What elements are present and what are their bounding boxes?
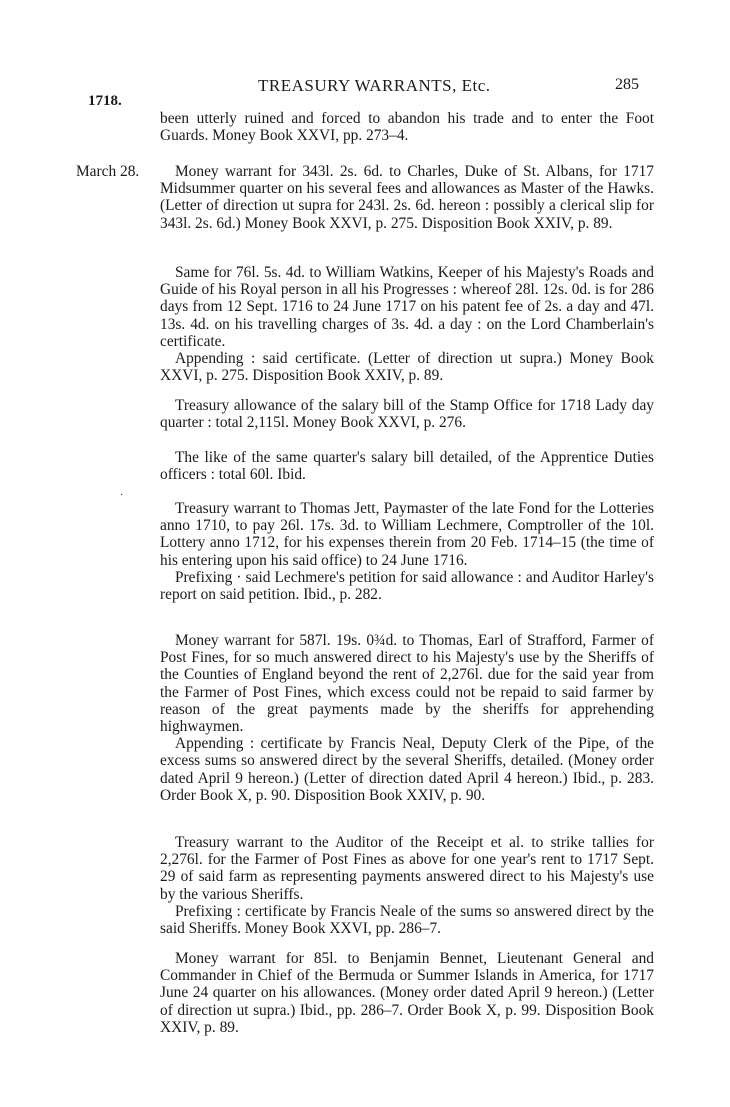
entry-continuation xyxy=(160,110,654,144)
entry-thomas-jett xyxy=(160,500,654,603)
paragraph: The like of the same quarter's salary bill detailed, of the Apprentice Duties officers : total 60l. Ibid. xyxy=(160,449,654,484)
entry-stamp-office xyxy=(160,397,654,431)
entry-duke-st-albans xyxy=(160,163,654,232)
paragraph-appending: Appending : said certificate. (Letter of direction ut supra.) Money Book XXVI, p. 275. Disposition Book XXIV, p. 89. xyxy=(160,350,654,385)
page-number: 285 xyxy=(615,76,639,93)
paragraph-prefixing: Prefixing : certificate by Francis Neale of the sums so answered direct by the said Sheriffs. Money Book XXVI, pp. 286–7. xyxy=(160,902,654,938)
paragraph-appending: Appending : certificate by Francis Neal, Deputy Clerk of the Pipe, of the excess sums so answered direct by the several Sheriffs, detailed. (Money order dated April 9 hereon.) (Letter of direction dated April 4 hereon.) Ibid., p. 283. Order Book X, p. 90. Disposition Book XXIV, p. 90. xyxy=(160,735,654,804)
marginal-date: March 28. xyxy=(76,163,140,180)
paragraph-prefixing: Prefixing · said Lechmere's petition for said allowance : and Auditor Harley's report on said petition. Ibid., p. 282. xyxy=(160,568,654,604)
paragraph: Treasury allowance of the salary bill of the Stamp Office for 1718 Lady day quarter : total 2,115l. Money Book XXVI, p. 276. xyxy=(160,397,654,432)
paragraph: Money warrant for 587l. 19s. 0¾d. to Thomas, Earl of Strafford, Farmer of Post Fines, for so much answered direct to his Majesty's use by the Sheriffs of the Counties of England beyond the rent of 2,276l. due for the said year from the Farmer of Post Fines, which excess could not be repaid to said farmer by reason of the great payments made by the sheriffs for apprehending highwaymen. xyxy=(160,632,654,736)
running-title: TREASURY WARRANTS, Etc. xyxy=(258,76,491,95)
entry-earl-of-strafford xyxy=(160,632,654,804)
entry-auditor-of-receipt xyxy=(160,834,654,937)
entry-william-watkins xyxy=(160,264,654,384)
entry-apprentice-duties xyxy=(160,449,654,483)
year-marginal: 1718. xyxy=(88,93,122,109)
entry-benjamin-bennet xyxy=(160,950,654,1036)
paragraph: Money warrant for 343l. 2s. 6d. to Charles, Duke of St. Albans, for 1717 Midsummer quarter on his several fees and allowances as Master of the Hawks. (Letter of direction ut supra for 243l. 2s. 6d. hereon : possibly a clerical slip for 343l. 2s. 6d.) Money Book XXVI, p. 275. Disposition Book XXIV, p. 89. xyxy=(160,163,654,232)
paragraph: Treasury warrant to the Auditor of the Receipt et al. to strike tallies for 2,276l. for the Farmer of Post Fines as above for one year's rent to 1717 Sept. 29 of said farm as representing payments answered direct to his Majesty's use by the various Sheriffs. xyxy=(160,834,654,903)
paragraph: Same for 76l. 5s. 4d. to William Watkins, Keeper of his Majesty's Roads and Guide of his Royal person in all his Progresses : whereof 28l. 12s. 0d. is for 286 days from 12 Sept. 1716 to 24 June 1717 on his patent fee of 2s. a day and 47l. 13s. 4d. on his travelling charges of 3s. 4d. a day : on the Lord Chamberlain's certificate. xyxy=(160,264,654,350)
stray-mark: · xyxy=(120,490,124,501)
paragraph: Treasury warrant to Thomas Jett, Paymaster of the late Fond for the Lotteries anno 1710, to pay 26l. 17s. 3d. to William Lechmere, Comptroller of the 10l. Lottery anno 1712, for his expenses therein from 20 Feb. 1714–15 (the time of his entering upon his said office) to 24 June 1716. xyxy=(160,500,654,569)
paragraph: been utterly ruined and forced to abandon his trade and to enter the Foot Guards. Money Book XXVI, pp. 273–4. xyxy=(160,110,654,145)
paragraph: Money warrant for 85l. to Benjamin Bennet, Lieutenant General and Commander in Chief of the Bermuda or Summer Islands in America, for 1717 June 24 quarter on his allowances. (Money order dated April 9 hereon.) (Letter of direction ut supra.) Ibid., pp. 286–7. Order Book X, p. 99. Disposition Book XXIV, p. 89. xyxy=(160,950,654,1036)
